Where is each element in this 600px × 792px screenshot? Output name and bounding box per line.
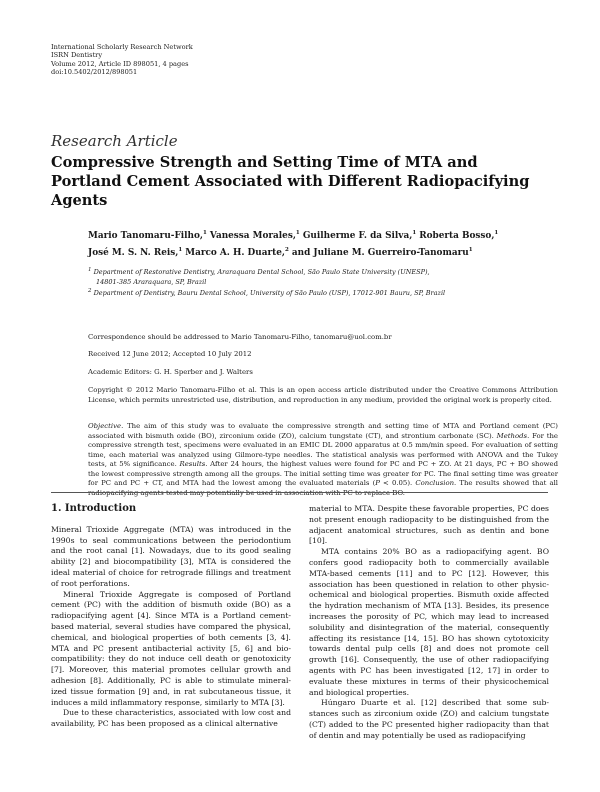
affiliation-2 bbox=[88, 287, 558, 299]
body-column-right bbox=[309, 504, 549, 742]
affiliation-1 bbox=[88, 266, 558, 287]
author-name: Marco A. H. Duarte, bbox=[182, 247, 285, 258]
author-name: and Juliane M. Guerreiro-Tanomaru bbox=[288, 247, 469, 258]
journal-header bbox=[51, 43, 193, 77]
author-line-1 bbox=[88, 226, 558, 243]
copyright-notice: Copyright © 2012 Mario Tanomaru-Filho et al. This is an open access article distributed under the Creative Commons Attribution License, which permits unrestricted use, distribution, and reproduction in any medium, provided the original work is properly cited. bbox=[88, 386, 558, 404]
author-name: José M. S. N. Reis, bbox=[88, 247, 179, 258]
abstract-results-end: < 0.05). bbox=[379, 479, 416, 487]
correspondence: Correspondence should be addressed to Mario Tanomaru-Filho, tanomaru@uol.com.br bbox=[88, 333, 392, 341]
abstract-objective: The aim of this study was to evaluate the compressive strength and setting time of MTA and Portland cement (PC) associated with bismuth oxide (BO), zirconium oxide (ZO), calcium tungstate (CT), and strontium carbonate (SC). bbox=[88, 422, 558, 440]
abstract-results-label: Results. bbox=[179, 460, 208, 468]
affiliation-text: Department of Dentistry, Bauru Dental School, University of São Paulo (USP), 17012-901 Bauru, SP, Brazil bbox=[93, 289, 446, 298]
article-type: Research Article bbox=[51, 132, 178, 150]
body-paragraph: Mineral Trioxide Aggregate is composed of Portland cement (PC) with the addition of bismuth oxide (BO) as a radiopacifying agent [4]. Since MTA is a Portland cement-based material, several studies have compared the physical, chemical, and biological properties of both cements [3, 4]. MTA and PC present antibacterial activity [5, 6] and bio-compatibility: they do not induce cell death or genotoxicity [7]. Moreover, this material promotes cellular growth and adhesion [8]. Additionally, PC is able to stimulate mineral-ized tissue formation [9] and, in rat subcutaneous tissue, it induces a mild inflammatory response, similarly to MTA [3]. bbox=[51, 589, 291, 707]
section-heading-introduction: 1. Introduction bbox=[51, 503, 137, 514]
affiliation-mark: 1 bbox=[88, 267, 92, 273]
author-name: Mario Tanomaru-Filho, bbox=[88, 230, 203, 241]
body-paragraph: MTA contains 20% BO as a radiopacifying agent. BO confers good radiopacity both to commercially available MTA-based cements [11] and to PC [12]. However, this association has been questioned in relation to other physic-ochemical and biological properties. Bismuth oxide affected the hydration mechanism of MTA [13]. Besides, its presence increases the porosity of PC, which may lead to increased solubility and disintegration of the material, consequently affecting its resistance [14, 15]. BO has shown cytotoxicity towards dental pulp cells [8] and does not promote cell growth [16]. Consequently, the use of other radiopacifying agents with PC has been investigated [12, 17] in order to evaluate these mixtures in terms of their physicochemical and biological properties. bbox=[309, 547, 549, 697]
body-paragraph: Húngaro Duarte et al. [12] described that some sub-stances such as zirconium oxide (ZO) and calcium tungstate (CT) added to the PC presented higher radiopacity than that of dentin and may potentially be used as radiopacifying bbox=[309, 698, 549, 740]
body-paragraph: Due to these characteristics, associated with low cost and availability, PC has been proposed as a clinical alternative bbox=[51, 708, 291, 729]
journal-subname: ISRN Dentistry bbox=[51, 51, 103, 60]
author-name: Guilherme F. da Silva, bbox=[299, 230, 413, 241]
author-affiliation-mark: 1 bbox=[412, 230, 417, 236]
section-divider bbox=[51, 492, 548, 493]
received-dates: Received 12 June 2012; Accepted 10 July 2012 bbox=[88, 350, 252, 358]
abstract-objective-label: Objective. bbox=[88, 422, 124, 430]
abstract-conclusion-label: Conclusion. bbox=[415, 479, 457, 487]
body-paragraph: material to MTA. Despite these favorable properties, PC does not present enough radiopacity to be distinguished from the adjacent anatomical structures, such as dentin and bone [10]. bbox=[309, 504, 549, 546]
abstract-p-symbol: P bbox=[375, 479, 380, 487]
author-list bbox=[88, 226, 558, 260]
journal-doi: doi:10.5402/2012/898051 bbox=[51, 68, 138, 77]
author-line-2 bbox=[88, 243, 558, 260]
affiliation-mark: 2 bbox=[88, 288, 92, 295]
journal-volume: Volume 2012, Article ID 898051, 4 pages bbox=[51, 59, 189, 68]
author-affiliation-mark: 2 bbox=[284, 246, 289, 253]
author-affiliation-mark: 1 bbox=[494, 230, 499, 236]
abstract-methods-label: Methods. bbox=[496, 431, 530, 440]
abstract-results: After 24 hours, the highest values were found for PC and PC + ZO. At 21 days, PC + BO showed the lowest compressive strength among all the groups. The initial setting time was greater for PC. The final setting time was greater for PC and PC + CT, and MTA had the lowest among the evaluated materials ( bbox=[88, 460, 559, 487]
journal-name: International Scholarly Research Network bbox=[51, 43, 193, 51]
affiliation-text: Department of Restorative Dentistry, Araraquara Dental School, São Paulo State University (UNESP), bbox=[93, 268, 430, 277]
author-affiliation-mark: 1 bbox=[202, 230, 207, 236]
author-name: Vanessa Morales, bbox=[206, 230, 296, 241]
page-title: Compressive Strength and Setting Time of MTA and Portland Cement Associated with Different Radiopacifying Agents bbox=[51, 154, 530, 209]
author-affiliation-mark: 1 bbox=[295, 230, 300, 236]
abstract bbox=[88, 422, 558, 498]
body-column-left bbox=[51, 504, 291, 730]
author-affiliation-mark: 1 bbox=[178, 246, 183, 253]
author-name: Roberta Bosso, bbox=[416, 230, 495, 241]
affiliation-text-cont: 14801-385 Araraquara, SP, Brazil bbox=[96, 277, 207, 286]
body-paragraph: Mineral Trioxide Aggregate (MTA) was introduced in the 1990s to seal communications between the periodontium and the root canal [1]. Nowadays, due to its good sealing ability [2] and biocompatibility [3], MTA is considered the ideal material of choice for retrograde fillings and treatment of root perforations. bbox=[51, 524, 291, 588]
author-affiliation-mark: 1 bbox=[468, 246, 473, 253]
abstract-methods: For the compressive strength test, specimens were evaluated in an EMIC DL 2000 apparatus at 0.5 mm/min speed. For evaluation of setting time, each material was analyzed using Gilmore-type needles. The statistical analysis was performed with ANOVA and the Tukey tests, at 5% significance. bbox=[88, 431, 559, 468]
affiliations bbox=[88, 266, 558, 299]
abstract-conclusion: The results showed that all radiopacifying agents tested may potentially be used in association with PC to replace BO. bbox=[88, 479, 559, 497]
academic-editors: Academic Editors: G. H. Sperber and J. Walters bbox=[88, 368, 253, 376]
